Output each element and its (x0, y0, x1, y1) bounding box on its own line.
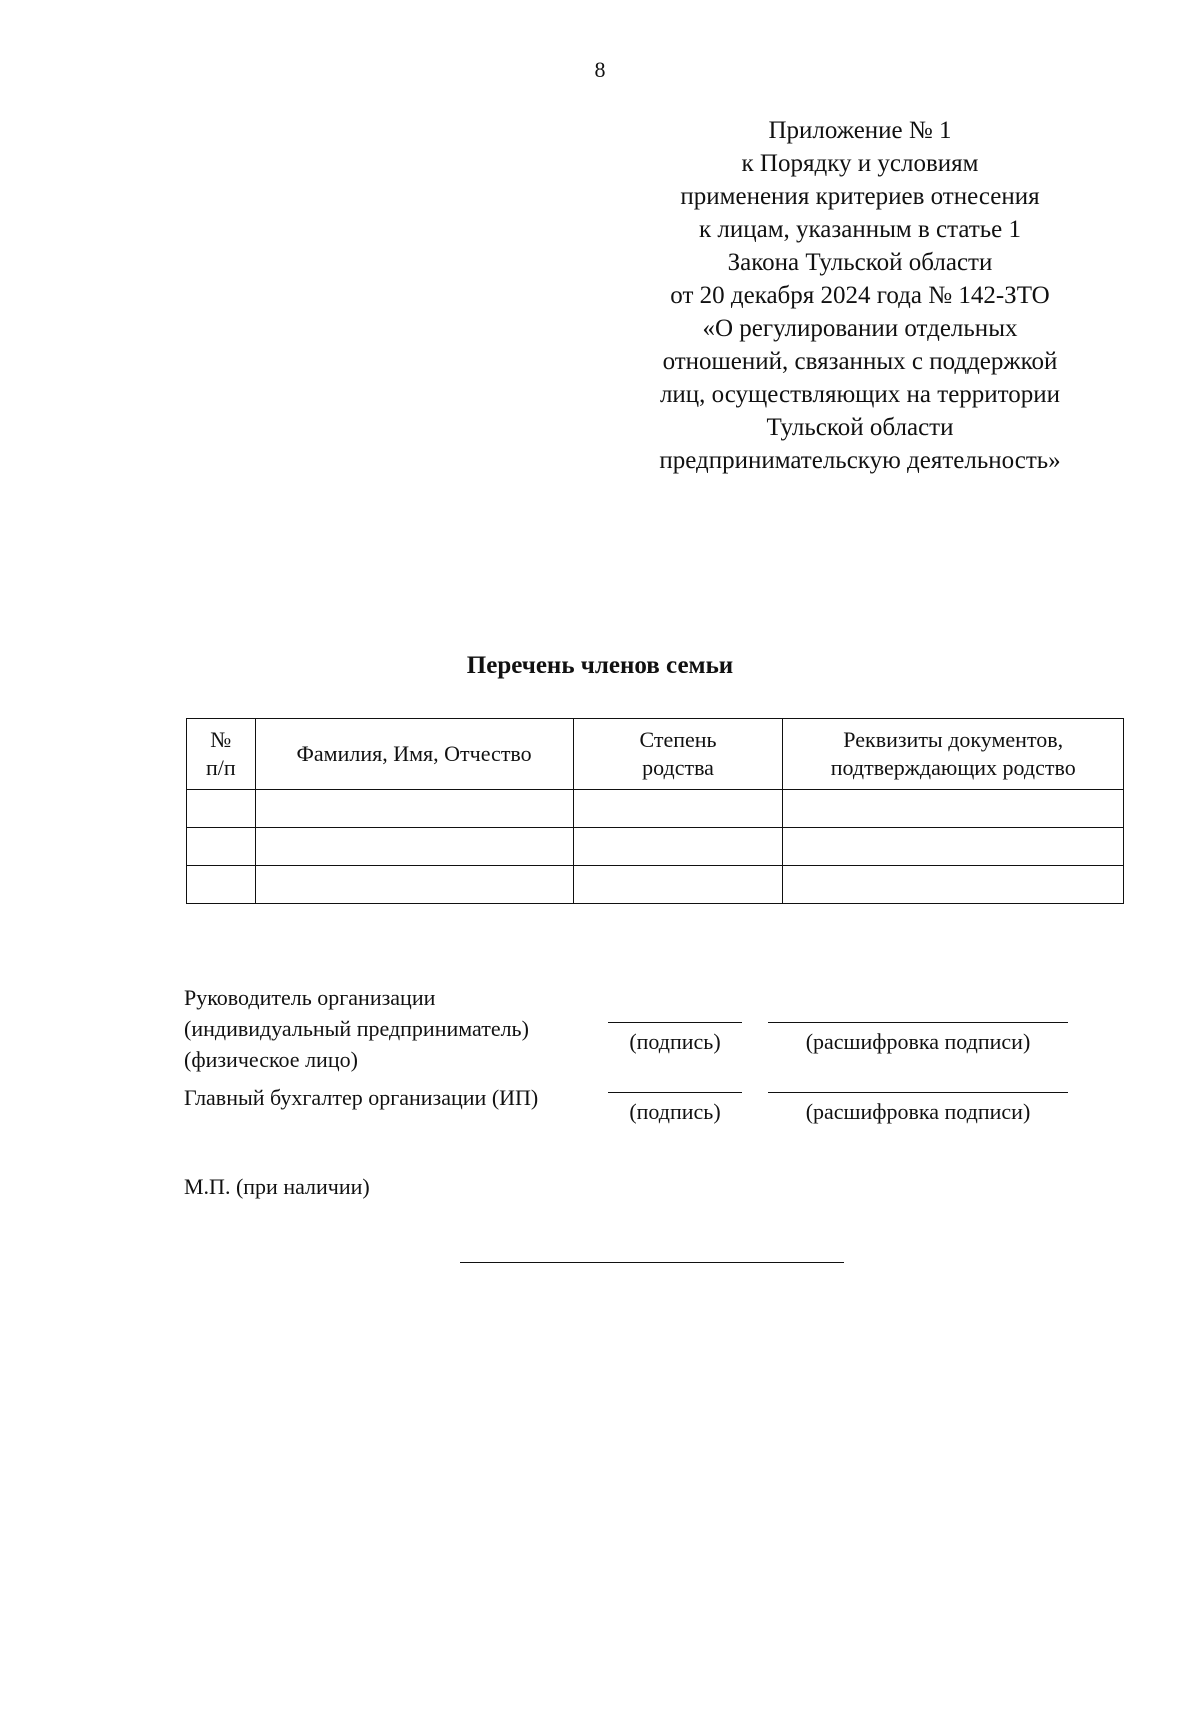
table-header-row (187, 719, 1124, 790)
table-cell (255, 790, 573, 828)
table-cell (187, 866, 256, 904)
page-number: 8 (594, 57, 606, 82)
header-documents (783, 719, 1124, 790)
head-signature-caption: (подпись) (629, 1029, 721, 1054)
head-signature-line (608, 1022, 742, 1023)
header-documents-line1: Реквизиты документов, (843, 727, 1064, 752)
appendix-line: лиц, осуществляющих на территории (659, 381, 1061, 408)
appendix-line: применения критериев отнесения (680, 183, 1040, 210)
table-cell (255, 828, 573, 866)
table-cell (783, 866, 1124, 904)
table-cell (255, 866, 573, 904)
table-row (187, 790, 1124, 828)
head-role (184, 982, 604, 1075)
table-row (187, 866, 1124, 904)
appendix-line: к лицам, указанным в статье 1 (698, 216, 1021, 243)
appendix-line: от 20 декабря 2024 года № 142-ЗТО (670, 282, 1050, 309)
accountant-role: Главный бухгалтер организации (ИП) (184, 1085, 539, 1110)
accountant-signature-caption: (подпись) (629, 1099, 721, 1124)
table-row (187, 828, 1124, 866)
appendix-line: Тульской области (766, 414, 954, 441)
table-cell (573, 866, 783, 904)
appendix-header (620, 114, 1100, 477)
head-decoding-line (768, 1022, 1068, 1023)
header-number-line1: № (210, 727, 232, 752)
table-cell (783, 790, 1124, 828)
document-title: Перечень членов семьи (466, 652, 734, 679)
header-documents-line2: подтверждающих родство (830, 755, 1076, 780)
table-cell (783, 828, 1124, 866)
table-cell (187, 828, 256, 866)
accountant-signature-line (608, 1092, 742, 1093)
head-role-line1: Руководитель организации (184, 985, 436, 1010)
accountant-decoding-line (768, 1092, 1068, 1093)
head-role-line3: (физическое лицо) (184, 1047, 358, 1072)
appendix-line: «О регулировании отдельных (702, 315, 1018, 342)
head-role-line2: (индивидуальный предприниматель) (184, 1016, 529, 1041)
family-members-table (186, 718, 1124, 904)
header-number (187, 719, 256, 790)
table-cell (573, 828, 783, 866)
header-full-name: Фамилия, Имя, Отчество (255, 719, 573, 790)
header-kinship-degree (573, 719, 783, 790)
stamp-note: М.П. (при наличии) (184, 1174, 370, 1199)
accountant-decoding-caption: (расшифровка подписи) (805, 1099, 1031, 1124)
header-number-line2: п/п (205, 755, 236, 780)
header-kinship-line1: Степень (639, 727, 717, 752)
appendix-line: Приложение № 1 (768, 117, 952, 144)
table-cell (573, 790, 783, 828)
appendix-line: Закона Тульской области (727, 249, 993, 276)
appendix-line: предпринимательскую деятельность» (659, 447, 1061, 474)
end-divider (460, 1262, 844, 1263)
appendix-line: отношений, связанных с поддержкой (662, 348, 1058, 375)
head-decoding-caption: (расшифровка подписи) (805, 1029, 1031, 1054)
appendix-line: к Порядку и условиям (741, 150, 979, 177)
table-cell (187, 790, 256, 828)
header-kinship-line2: родства (642, 755, 714, 780)
